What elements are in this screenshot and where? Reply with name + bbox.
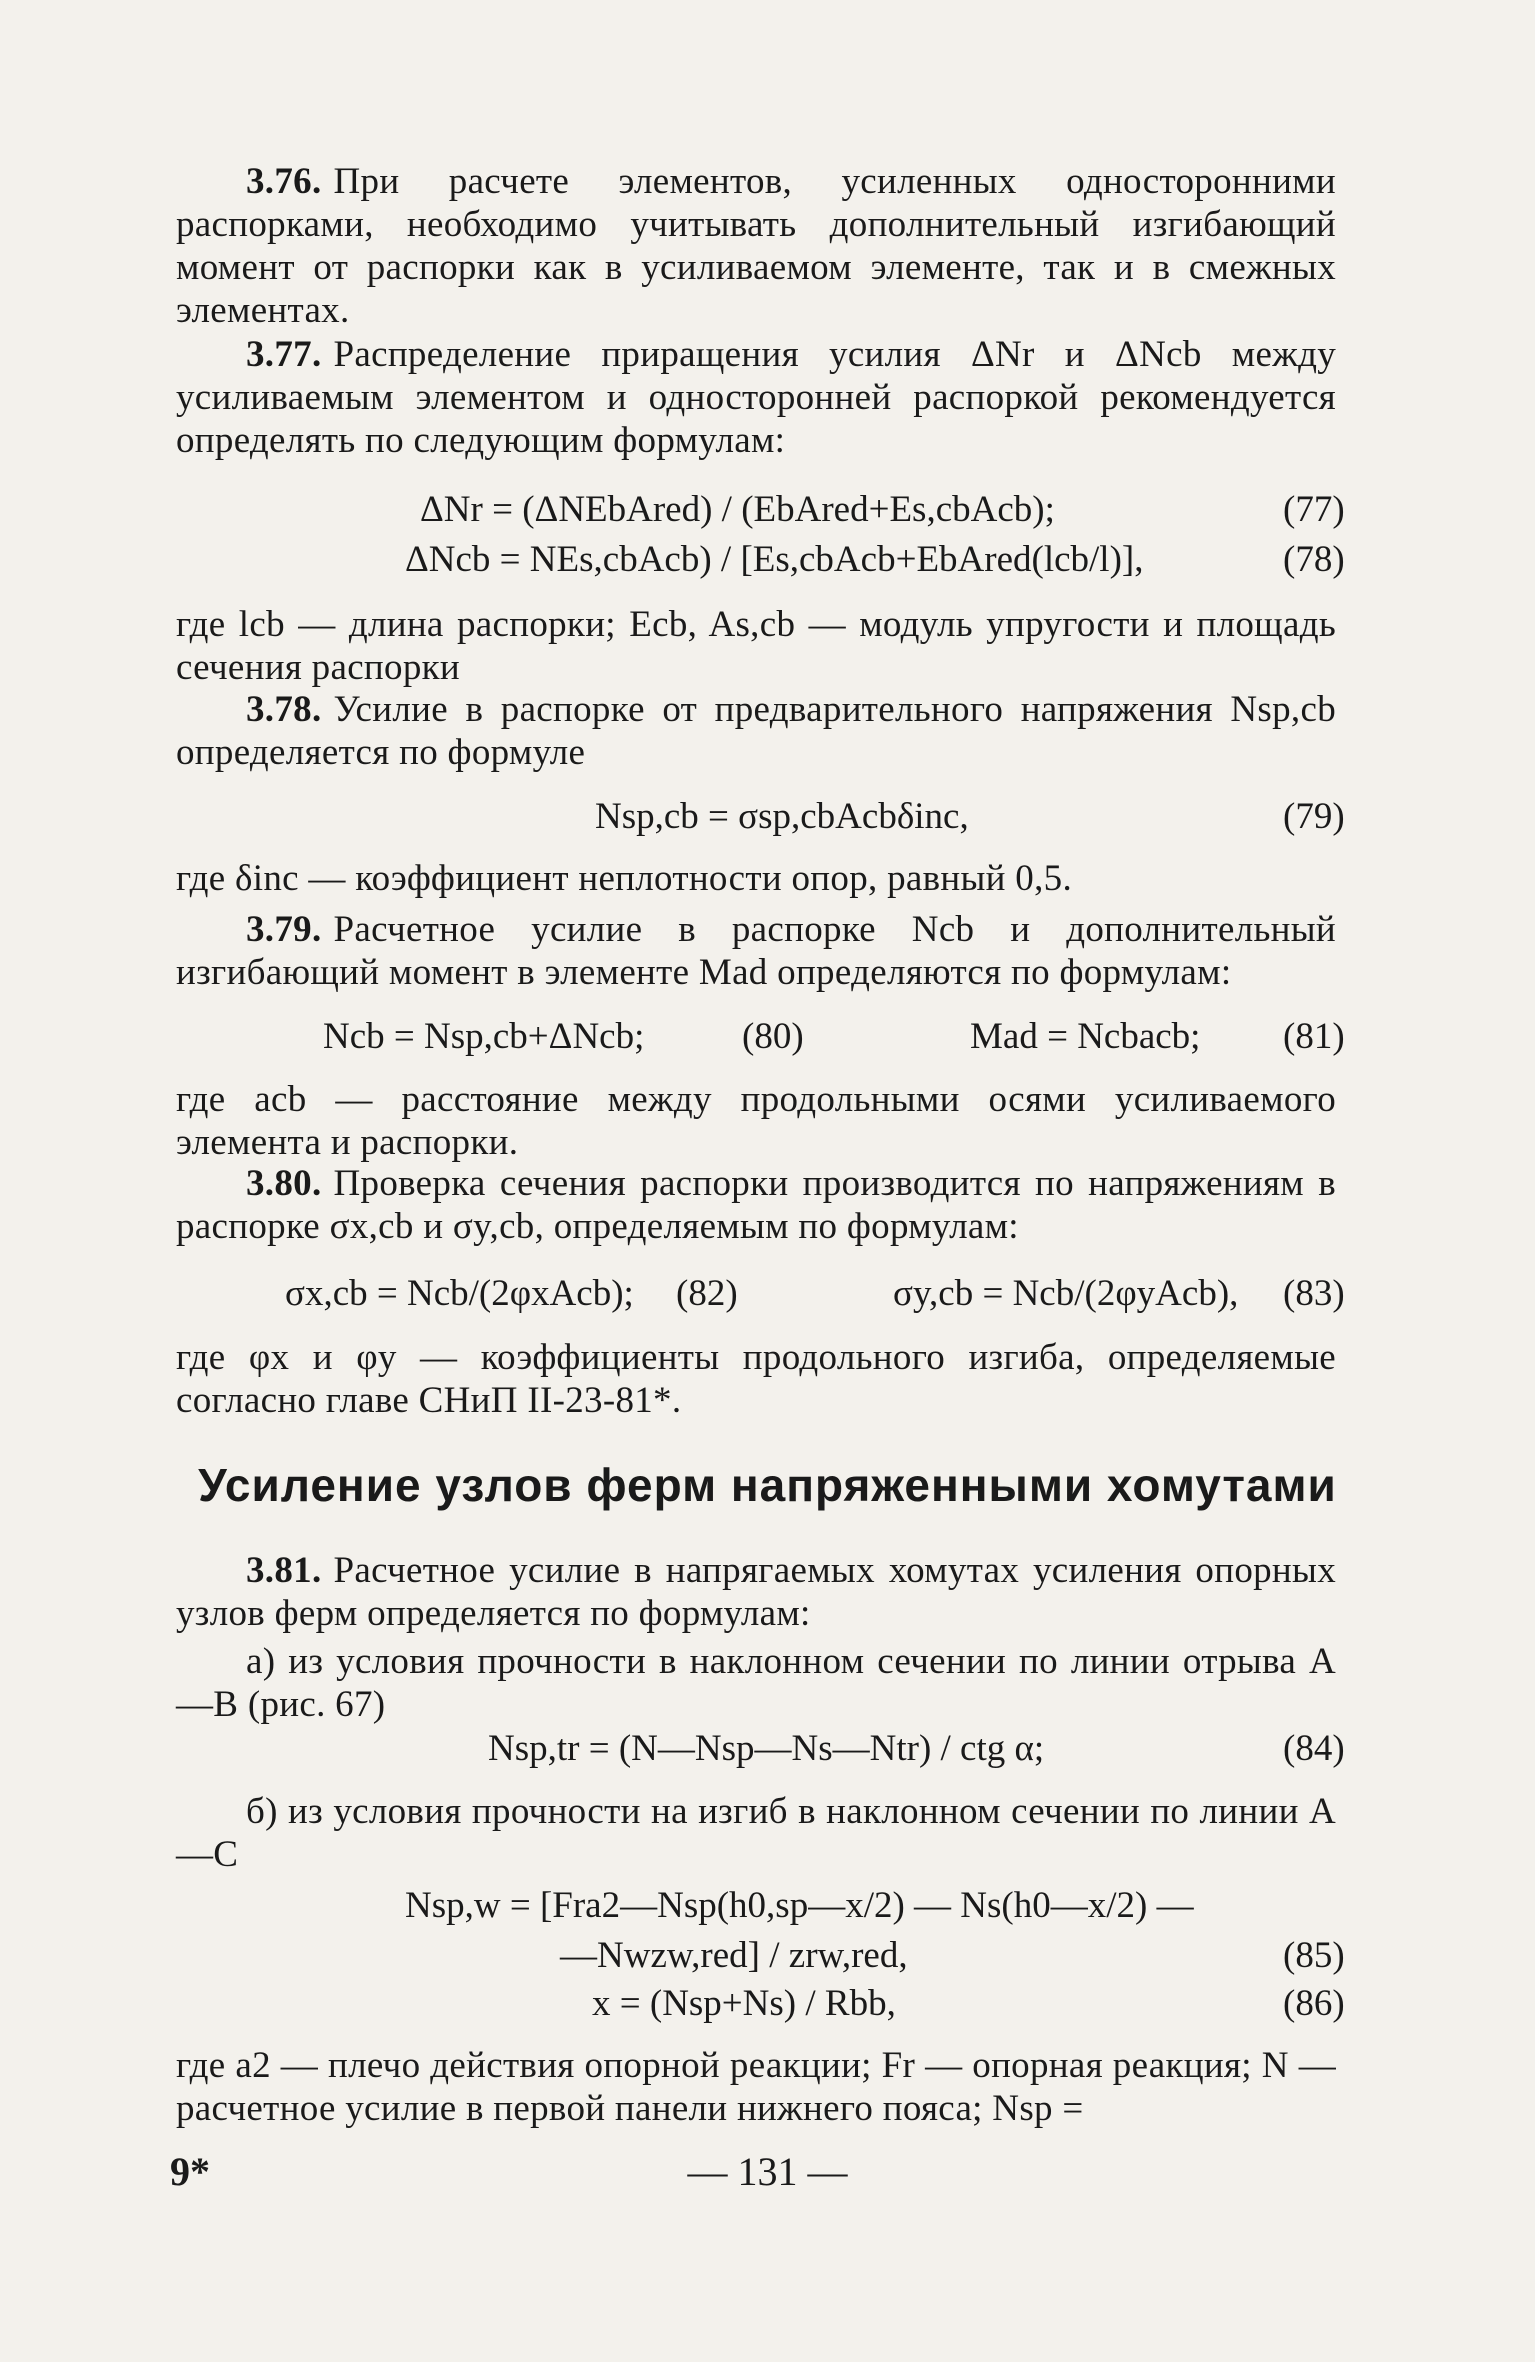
where-delta-inc: где δinc — коэффициент неплотности опор, равный 0,5.: [176, 858, 1072, 899]
formula-82-number: (82): [676, 1273, 738, 1314]
formula-78-number: (78): [1283, 539, 1345, 580]
formula-86: x = (Nsp+Ns) / Rbb,: [592, 1983, 896, 2024]
paragraph-3-78: 3.78. Усилие в распорке от предварительного напряжения Nsp,cb определяется по формуле: [176, 689, 1336, 773]
formula-84: Nsp,tr = (N—Nsp—Ns—Ntr) / ctg α;: [488, 1728, 1045, 1769]
paragraph-3-77: 3.77. Распределение приращения усилия ΔNr и ΔNcb между усиливаемым элементом и односторонней распоркой рекомендуется определять по следующим формулам:: [176, 334, 1336, 461]
formula-81-number: (81): [1283, 1016, 1345, 1057]
paragraph-3-76: 3.76. При расчете элементов, усиленных односторонними распорками, необходимо учитывать дополнительный изгибающий момент от распорки как в усиливаемом элементе, так и в смежных элементах.: [176, 161, 1336, 331]
page-number: — 131 —: [687, 2149, 848, 2194]
paragraph-3-79: 3.79. Расчетное усилие в распорке Ncb и дополнительный изгибающий момент в элементе Mad определяются по формулам:: [176, 909, 1336, 993]
formula-83: σy,cb = Ncb/(2φyAcb),: [893, 1273, 1239, 1314]
formula-78: ΔNcb = NEs,cbAcb) / [Es,cbAcb+EbAred(lcb/l)],: [405, 539, 1144, 580]
where-a2: где a2 — плечо действия опорной реакции; Fr — опорная реакция; N — расчетное усилие в первой панели нижнего пояса; Nsp =: [176, 2045, 1336, 2129]
formula-84-number: (84): [1283, 1728, 1345, 1769]
formula-83-number: (83): [1283, 1273, 1345, 1314]
formula-77: ΔNr = (ΔNEbAred) / (EbAred+Es,cbAcb);: [420, 489, 1055, 530]
where-lcb: где lcb — длина распорки; Ecb, As,cb — модуль упругости и площадь сечения распорки: [176, 604, 1336, 688]
formula-80-number: (80): [742, 1016, 804, 1057]
section-heading: Усиление узлов ферм напряженными хомутами: [198, 1459, 1337, 1511]
item-a: а) из условия прочности в наклонном сечении по линии отрыва A—B (рис. 67): [176, 1641, 1336, 1725]
where-phi: где φx и φy — коэффициенты продольного изгиба, определяемые согласно главе СНиП II-23-81*.: [176, 1337, 1336, 1421]
formula-80: Ncb = Nsp,cb+ΔNcb;: [323, 1016, 645, 1057]
formula-79-number: (79): [1283, 796, 1345, 837]
where-acb: где acb — расстояние между продольными осями усиливаемого элемента и распорки.: [176, 1079, 1336, 1163]
formula-85-number: (85): [1283, 1935, 1345, 1976]
formula-77-number: (77): [1283, 489, 1345, 530]
item-b: б) из условия прочности на изгиб в наклонном сечении по линии A—C: [176, 1791, 1336, 1875]
formula-81: Mad = Ncbacb;: [970, 1016, 1201, 1057]
formula-85-line1: Nsp,w = [Fra2—Nsp(h0,sp—x/2) — Ns(h0—x/2) —: [405, 1885, 1194, 1926]
paragraph-3-81: 3.81. Расчетное усилие в напрягаемых хомутах усиления опорных узлов ферм определяется по формулам:: [176, 1550, 1336, 1634]
signature-mark: 9*: [170, 2149, 210, 2194]
paragraph-3-80: 3.80. Проверка сечения распорки производится по напряжениям в распорке σx,cb и σy,cb, определяемым по формулам:: [176, 1163, 1336, 1247]
formula-85-line2: —Nwzw,red] / zrw,red,: [560, 1935, 908, 1976]
formula-79: Nsp,cb = σsp,cbAcbδinc,: [595, 796, 969, 837]
formula-86-number: (86): [1283, 1983, 1345, 2024]
formula-82: σx,cb = Ncb/(2φxAcb);: [285, 1273, 634, 1314]
